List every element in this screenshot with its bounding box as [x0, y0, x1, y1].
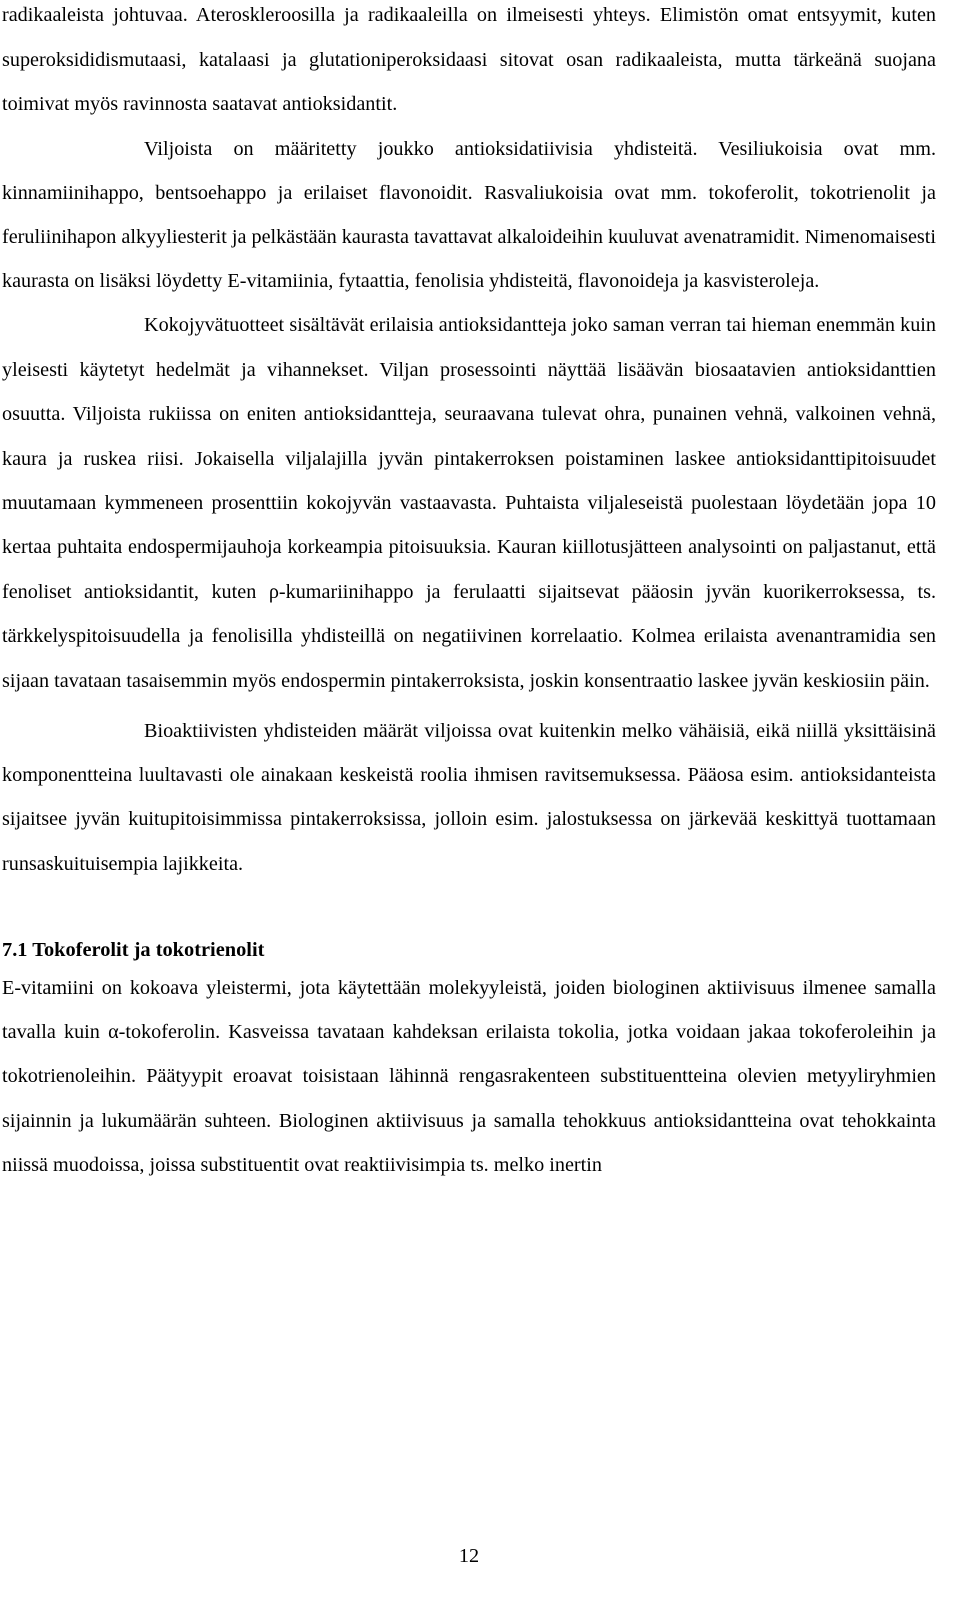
paragraph-bioactive-compounds: Bioaktiivisten yhdisteiden määrät viljoissa ovat kuitenkin melko vähäisiä, eikä niillä yksittäisinä komponentteina luultavasti ole ainakaan keskeistä roolia ihmisen ravitsemuksessa. Pääosa esim. antioksidanteista sijaitsee jyvän kuitupitoisimmissa pintakerroksissa, jolloin esim. jalostuksessa on järkevää keskittyä tuottamaan runsaskuituisempia lajikkeita.	[2, 719, 936, 875]
paragraph-grain-compounds: Viljoista on määritetty joukko antioksidatiivisia yhdisteitä. Vesiliukoisia ovat mm. kinnamiinihappo, bentsoehappo ja erilaiset flavonoidit. Rasvaliukoisia ovat mm. tokoferolit, tokotrienolit ja feruliinihapon alkyyliesterit ja pelkästään kaurasta tavattavat alkaloideihin kuuluvat avenatramidit. Nimenomaisesti kaurasta on lisäksi löydetty E-vitamiinia, fytaattia, fenolisia yhdisteitä, flavonoideja ja kasvisteroleja.	[2, 137, 936, 293]
section-heading: 7.1 Tokoferolit ja tokotrienolit	[2, 938, 265, 961]
paragraph-antioxidants-intro: radikaaleista johtuvaa. Ateroskleroosilla ja radikaaleilla on ilmeisesti yhteys. Elimistön omat entsyymit, kuten superoksididismutaasi, katalaasi ja glutationiperoksidaasi sitovat osan radikaaleista, mutta tärkeänä suojana toimivat myös ravinnosta saatavat antioksidantit.	[2, 4, 936, 115]
paragraph-vitamin-e: E-vitamiini on kokoava yleistermi, jota käytettään molekyyleistä, joiden biologinen aktiivisuus ilmenee samalla tavalla kuin α-tokoferolin. Kasveissa tavataan kahdeksan erilaista tokolia, jotka voidaan jakaa tokoferoleihin ja tokotrienoleihin. Päätyypit eroavat toisistaan lähinnä rengasrakenteen substituentteina olevien metyyliryhmien sijainnin ja lukumäärän suhteen. Biologinen aktiivisuus ja samalla tehokkuus antioksidantteina ovat tehokkainta niissä muodoissa, joissa substituentit ovat reaktiivisimpia ts. melko inertin	[2, 976, 936, 1176]
paragraph-wholegrain-products: Kokojyvätuotteet sisältävät erilaisia antioksidantteja joko saman verran tai hieman enemmän kuin yleisesti käytetyt hedelmät ja vihannekset. Viljan prosessointi näyttää lisäävän biosaatavien antioksidanttien osuutta. Viljoista rukiissa on eniten antioksidantteja, seuraavana tulevat ohra, punainen vehnä, valkoinen vehnä, kaura ja ruskea riisi. Jokaisella viljalajilla jyvän pintakerroksen poistaminen laskee antioksidanttipitoisuudet muutamaan kymmeneen prosenttiin kokojyvän vastaavasta. Puhtaista viljaleseistä puolestaan löydetään jopa 10 kertaa puhtaita endospermijauhoja korkeampia pitoisuuksia. Kauran kiillotusjätteen analysointi on paljastanut, että fenoliset antioksidantit, kuten ρ-kumariinihappo ja ferulaatti sijaitsevat pääosin jyvän kuorikerroksessa, ts. tärkkelyspitoisuudella ja fenolisilla yhdisteillä on negatiivinen korrelaatio. Kolmea erilaista avenantramidia sen sijaan tavataan tasaisemmin myös endospermin pintakerroksista, joskin konsentraatio laskee jyvän keskiosiin päin.	[2, 314, 936, 692]
document-page	[2, 0, 936, 1603]
page-number: 12	[458, 1545, 480, 1567]
